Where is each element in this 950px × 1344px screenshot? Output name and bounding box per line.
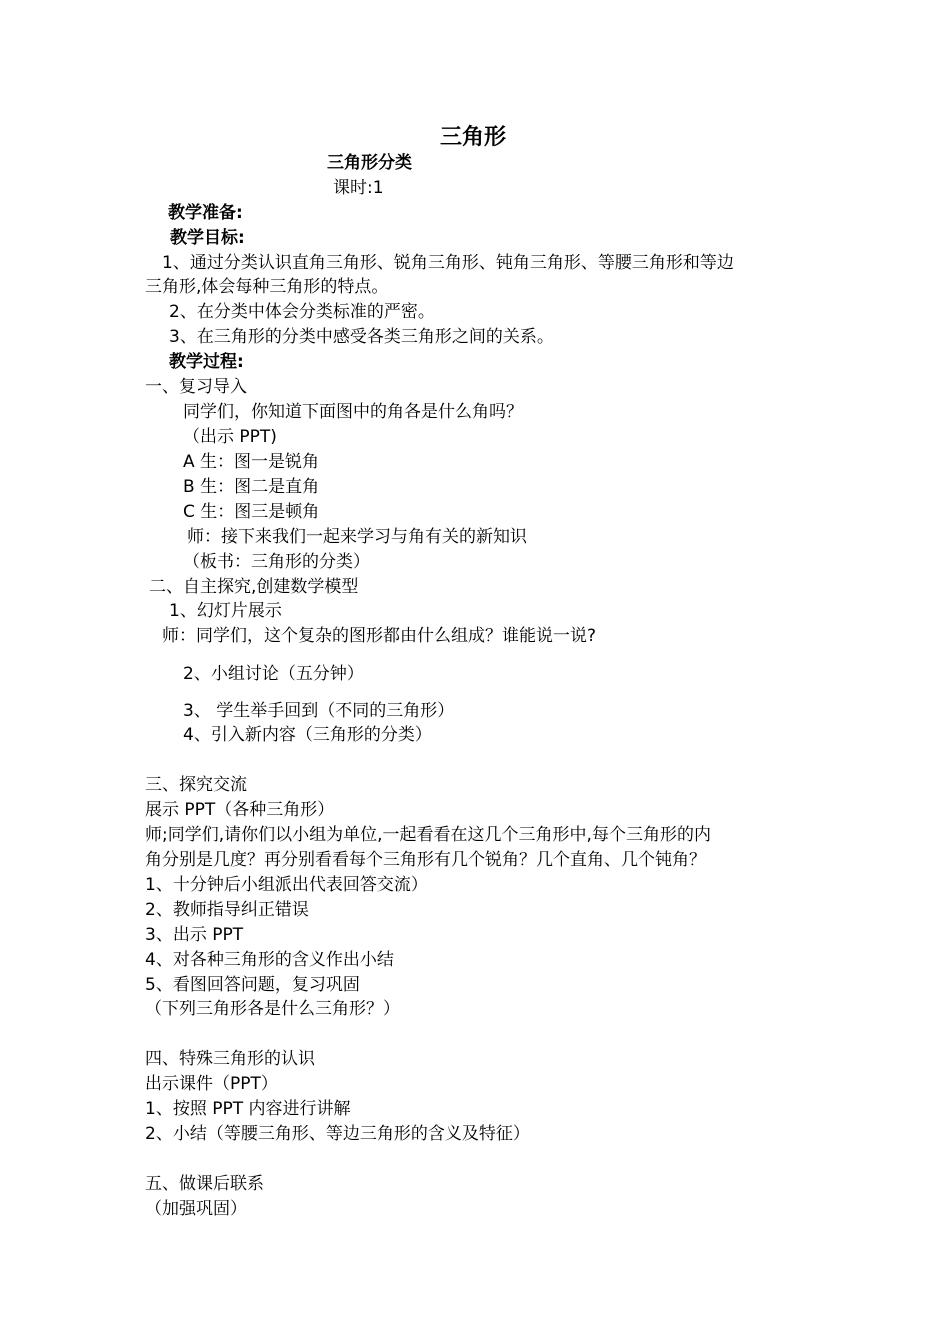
section-heading: 四、特殊三角形的认识 (145, 1049, 315, 1069)
process-label: 教学过程: (169, 352, 244, 372)
section-line: 展示 PPT（各种三角形） (145, 800, 335, 820)
section-line: 5、看图回答问题，复习巩固 (145, 975, 360, 995)
document-title: 三角形 (440, 125, 507, 150)
goal-line: 2、在分类中体会分类标准的严密。 (169, 302, 435, 322)
section-line: 出示课件（PPT） (145, 1074, 278, 1094)
section-line: 师：同学们，这个复杂的图形都由什么组成？谁能说一说? (162, 626, 597, 646)
section-line: 师;同学们,请你们以小组为单位,一起看看在这几个三角形中,每个三角形的内 (145, 825, 711, 845)
prep-label: 教学准备: (168, 203, 243, 223)
goal-line: 三角形,体会每种三角形的特点。 (145, 277, 389, 297)
section-line: 4、对各种三角形的含义作出小结 (145, 950, 394, 970)
section-line: 2、教师指导纠正错误 (145, 900, 309, 920)
section-heading: 三、探究交流 (145, 775, 247, 795)
section-line: 2、小组讨论（五分钟） (183, 664, 364, 684)
goals-label: 教学目标: (170, 228, 245, 248)
section-line: A 生：图一是锐角 (183, 452, 320, 472)
section-line: 3、 学生举手回到（不同的三角形） (183, 701, 455, 721)
section-line: （出示 PPT) (183, 427, 277, 447)
section-line: （板书：三角形的分类） (183, 552, 370, 572)
section-line: 4、引入新内容（三角形的分类） (183, 725, 432, 745)
section-heading: 一、复习导入 (145, 377, 247, 397)
section-line: 同学们，你知道下面图中的角各是什么角吗？ (183, 402, 523, 422)
goal-line: 3、在三角形的分类中感受各类三角形之间的关系。 (169, 327, 554, 347)
section-line: 1、幻灯片展示 (169, 601, 282, 621)
section-line: 角分别是几度？再分别看看每个三角形有几个锐角？几个直角、几个钝角？ (145, 850, 706, 870)
section-heading: 五、做课后联系 (145, 1174, 264, 1194)
section-line: 师：接下来我们一起来学习与角有关的新知识 (187, 527, 527, 547)
section-line: （加强巩固） (145, 1199, 247, 1219)
section-line: 1、十分钟后小组派出代表回答交流） (145, 875, 428, 895)
goal-line: 1、通过分类认识直角三角形、锐角三角形、钝角三角形、等腰三角形和等边 (162, 253, 734, 273)
section-heading: 二、自主探究,创建数学模型 (149, 577, 359, 597)
section-line: 2、小结（等腰三角形、等边三角形的含义及特征） (145, 1124, 530, 1144)
section-line: 3、出示 PPT (145, 925, 244, 945)
lesson-subtitle: 三角形分类 (327, 153, 412, 173)
section-line: （下列三角形各是什么三角形？） (145, 999, 400, 1019)
section-line: B 生：图二是直角 (183, 477, 320, 497)
section-line: C 生：图三是顿角 (183, 502, 320, 522)
section-line: 1、按照 PPT 内容进行讲解 (145, 1099, 351, 1119)
lesson-period: 课时:1 (333, 178, 384, 198)
